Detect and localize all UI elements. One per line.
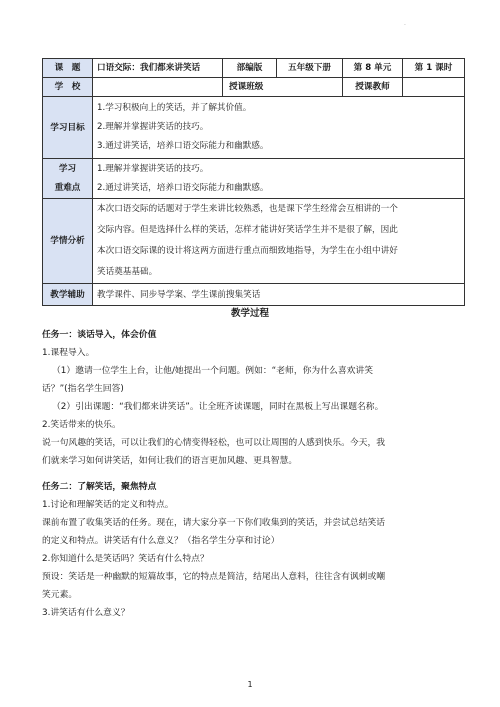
- lesson-info-table: [42, 58, 465, 306]
- school-label: 学 校: [43, 78, 93, 97]
- paragraph: 2.笑话带来的快乐。: [42, 420, 121, 430]
- lesson: 第 1 课时: [403, 59, 465, 78]
- topic-label: 课 题: [43, 59, 93, 78]
- task-heading: 任务二：了解笑话，聚焦特点: [42, 482, 157, 492]
- paragraph: （2）引出课题：“我们都来讲笑话”。让全班齐读课题，同时在黑板上写出课题名称。: [52, 402, 384, 412]
- table-row: [43, 59, 465, 78]
- paragraph: 们就来学习如何讲笑话，如何让我们的语言更加风趣、更具智慧。: [42, 456, 298, 466]
- goal-item: 2.理解并掌握讲笑话的技巧。: [97, 122, 209, 132]
- table-row: [43, 199, 465, 284]
- task-heading: 任务一：谈话导入，体会价值: [42, 330, 157, 340]
- goals-cell: [93, 97, 465, 159]
- goal-item: 3.通过讲笑话，培养口语交际能力和幽默感。: [97, 141, 269, 151]
- analysis-cell: 本次口语交际的话题对于学生来讲比较熟悉，也是课下学生经常会互相讲的一个 交际内容。但是选择什么样的笑话，怎样才能讲好笑话学生并不是很了解，因此 本次口语交际课的设计将这两方面进行重点而细致地指导，为学生在小组中讲好 笑话奠基基础。: [93, 199, 465, 284]
- topic-value: 口语交际：我们都来讲笑话: [93, 59, 223, 78]
- table-row: [43, 97, 465, 159]
- key-points-label: 学习 重难点: [43, 159, 93, 199]
- key-points-cell: [93, 159, 465, 199]
- paragraph: 话？”(指名学生回答): [42, 384, 124, 394]
- process-title: 教学过程: [230, 308, 269, 319]
- process-body: [42, 322, 462, 622]
- edition: 部编版: [223, 59, 277, 78]
- teacher-label: 授课教师: [343, 78, 403, 97]
- analysis-label: 学情分析: [43, 199, 93, 284]
- page-number: 1: [247, 680, 253, 689]
- paragraph: 的定义和特点。讲笑话有什么意义？（指名学生分享和讨论）: [42, 536, 280, 546]
- paragraph: 笑元素。: [42, 590, 78, 600]
- table-row: [43, 159, 465, 199]
- school-value: [93, 78, 223, 97]
- class-label: 授课班级: [223, 78, 343, 97]
- unit: 第 8 单元: [343, 59, 403, 78]
- page-mark: .: [404, 20, 406, 27]
- grade: 五年级下册: [277, 59, 343, 78]
- aid-value: 教学课件、同步导学案、学生课前搜集笑话: [93, 284, 465, 306]
- paragraph: 3.讲笑话有什么意义？: [42, 608, 130, 618]
- paragraph: 预设：笑话是一种幽默的短篇故事，它的特点是简洁，结尾出人意料，往往含有讽刺或嘲: [42, 572, 386, 582]
- paragraph: 说一句风趣的笑话，可以让我们的心情变得轻松，也可以让周围的人感到快乐。今天，我: [42, 438, 386, 448]
- goal-item: 1.学习积极向上的笑话，并了解其价值。: [97, 103, 252, 113]
- table-row: [43, 284, 465, 306]
- teacher-value: [403, 78, 465, 97]
- paragraph: 1.课程导入。: [42, 348, 95, 358]
- paragraph: （1）邀请一位学生上台，让他/她提出一个问题。例如：“老师，你为什么喜欢讲笑: [52, 366, 374, 376]
- key-point-item: 1.理解并掌握讲笑话的技巧。: [97, 163, 209, 174]
- goals-label: 学习目标: [43, 97, 93, 159]
- paragraph: 1.讨论和理解笑话的定义和特点。: [42, 500, 174, 510]
- paragraph: 课前布置了收集笑话的任务。现在，请大家分享一下你们收集到的笑话，并尝试总结笑话: [42, 518, 386, 528]
- key-point-item: 2.通过讲笑话，培养口语交际能力和幽默感。: [97, 182, 269, 193]
- paragraph: 2.你知道什么是笑话吗？笑话有什么特点？: [42, 554, 209, 564]
- table-row: [43, 78, 465, 97]
- aid-label: 教学辅助: [43, 284, 93, 306]
